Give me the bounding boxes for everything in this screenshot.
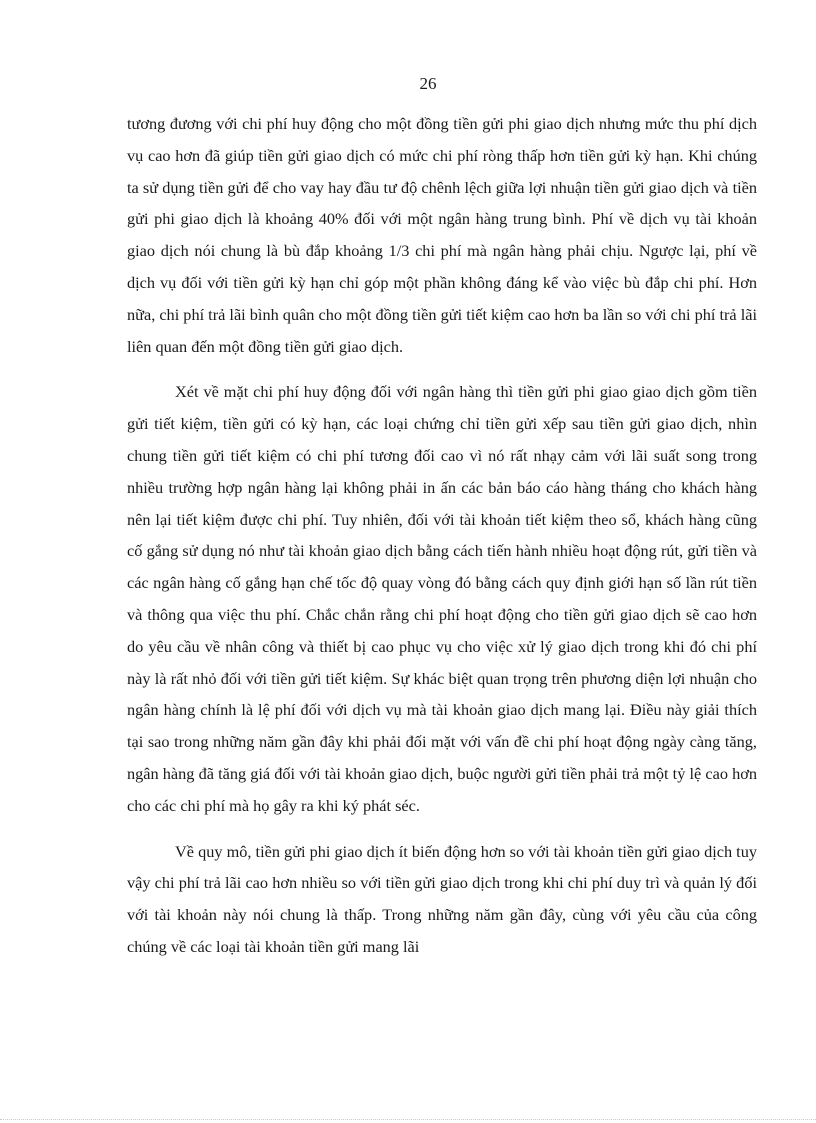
paragraph-3: Về quy mô, tiền gửi phi giao dịch ít biến động hơn so với tài khoản tiền gửi giao dịch tuy vậy chi phí trả lãi cao hơn nhiều so với tiền gửi giao dịch trong khi chi phí duy trì và quản lý đối với tài khoản này nói chung là thấp. Trong những năm gần đây, cùng với yêu cầu của công chúng về các loại tài khoản tiền gửi mang lãi [127,841,757,956]
body-text [127,108,757,963]
page-bottom-border [0,1119,816,1120]
page-number: 26 [419,74,437,93]
paragraph-2: Xét về mặt chi phí huy động đối với ngân hàng thì tiền gửi phi giao giao dịch gồm tiền gửi tiết kiệm, tiền gửi có kỳ hạn, các loại chứng chỉ tiền gửi xếp sau tiền gửi giao dịch, nhìn chung tiền gửi tiết kiệm có chi phí tương đối cao vì nó rất nhạy cảm với lãi suất song trong nhiều trường hợp ngân hàng lại không phải in ấn các bản báo cáo hàng tháng cho khách hàng nên lại tiết kiệm được chi phí. Tuy nhiên, đối với tài khoản tiết kiệm theo sổ, khách hàng cũng cố gắng sử dụng nó như tài khoản giao dịch bằng cách tiến hành nhiều hoạt động rút, gửi tiền và các ngân hàng cố gắng hạn chế tốc độ quay vòng đó bằng cách quy định giới hạn số lần rút tiền và thông qua việc thu phí. Chắc chắn rằng chi phí hoạt động cho tiền gửi giao dịch sẽ cao hơn do yêu cầu về nhân công và thiết bị cao phục vụ cho việc xử lý giao dịch trong khi đó chi phí này là rất nhỏ đối với tiền gửi tiết kiệm. Sự khác biệt quan trọng trên phương diện lợi nhuận cho ngân hàng chính là lệ phí đối với dịch vụ mà tài khoản giao dịch mang lại. Điều này giải thích tại sao trong những năm gần đây khi phải đối mặt với vấn đề chi phí hoạt động ngày càng tăng, ngân hàng đã tăng giá đối với tài khoản giao dịch, buộc người gửi tiền phải trả một tỷ lệ cao hơn cho các chi phí mà họ gây ra khi ký phát séc. [127,382,757,815]
paragraph-1: tương đương với chi phí huy động cho một đồng tiền gửi phi giao dịch nhưng mức thu phí dịch vụ cao hơn đã giúp tiền gửi giao dịch có mức chi phí ròng thấp hơn tiền gửi kỳ hạn. Khi chúng ta sử dụng tiền gửi để cho vay hay đầu tư độ chênh lệch giữa lợi nhuận tiền gửi giao dịch và tiền gửi phi giao dịch là khoảng 40% đối với một ngân hàng trung bình. Phí về dịch vụ tài khoản giao dịch nói chung là bù đắp khoảng 1/3 chi phí mà ngân hàng phải chịu. Ngược lại, phí về dịch vụ đối với tiền gửi kỳ hạn chỉ góp một phần không đáng kể vào việc bù đắp chi phí. Hơn nữa, chi phí trả lãi bình quân cho một đồng tiền gửi tiết kiệm cao hơn ba lần so với chi phí trả lãi liên quan đến một đồng tiền gửi giao dịch. [127,114,757,356]
